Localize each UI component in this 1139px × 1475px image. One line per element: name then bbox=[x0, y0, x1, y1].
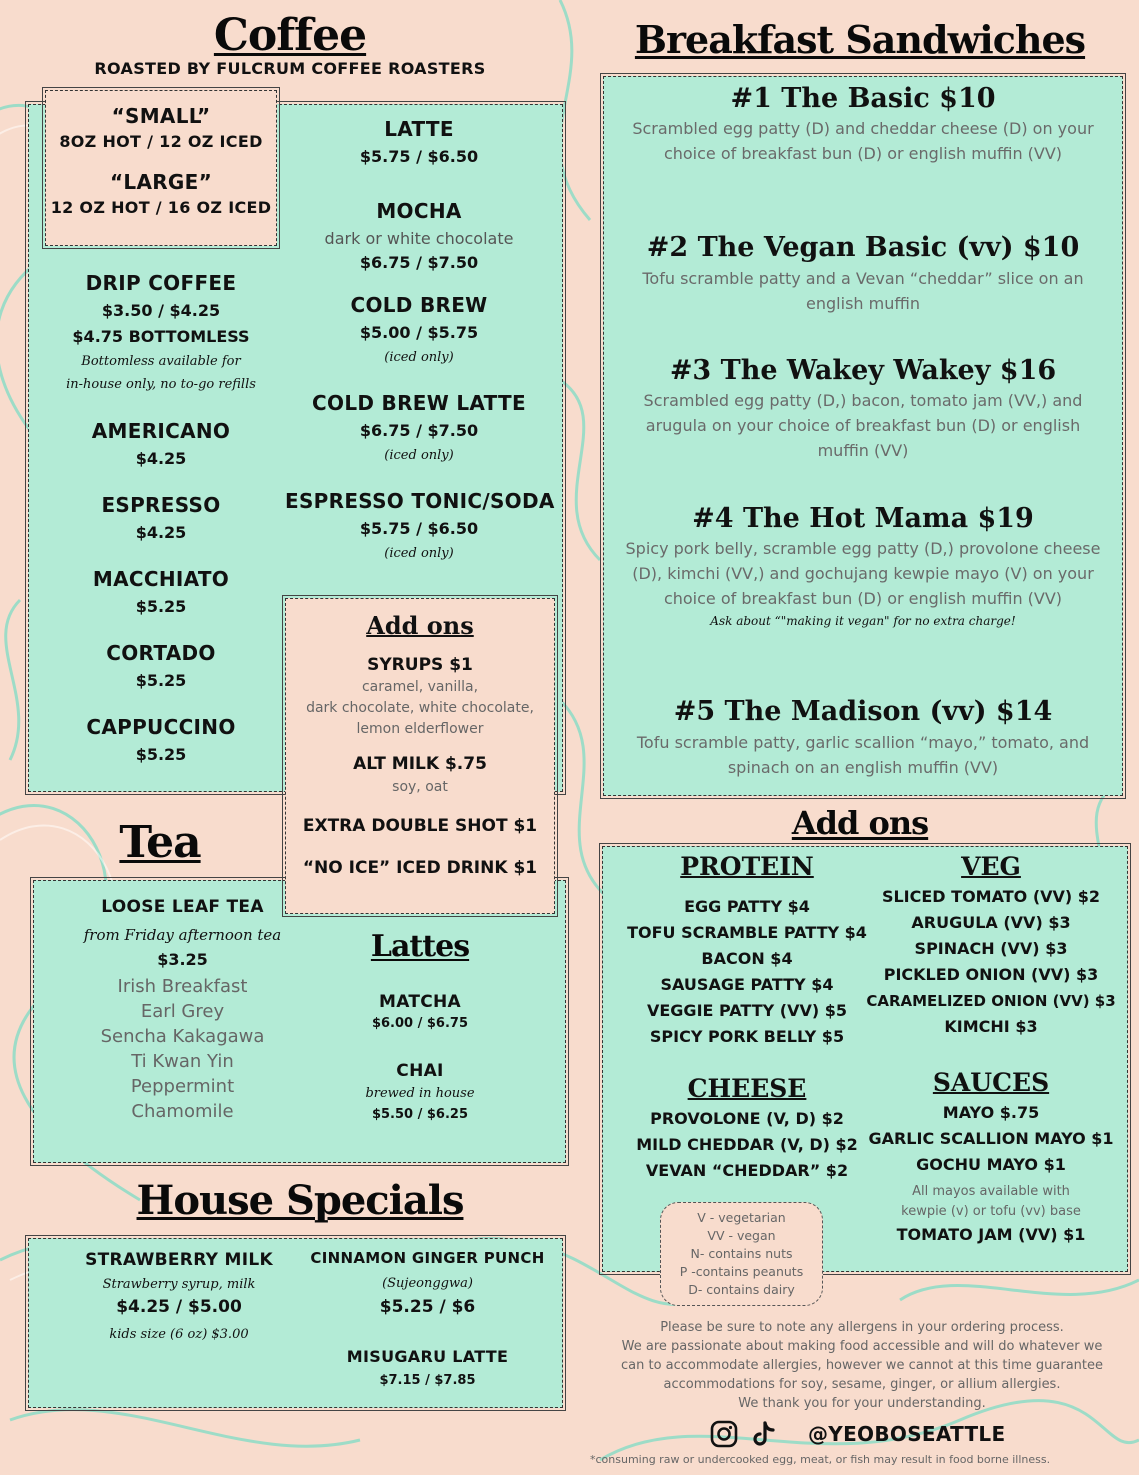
strawberry-milk-item: STRAWBERRY MILK Strawberry syrup, milk $4.25 / $5.00 kids size (6 oz) $3.00 bbox=[85, 1250, 273, 1342]
protein-item: TOFU SCRAMBLE PATTY $4 bbox=[627, 923, 867, 942]
large-size-desc: 12 OZ HOT / 16 OZ ICED bbox=[50, 198, 272, 217]
small-size-label: “SMALL” bbox=[111, 104, 211, 128]
coffee-subtitle: ROASTED BY FULCRUM COFFEE ROASTERS bbox=[94, 59, 486, 78]
menu-item-drip-coffee: DRIP COFFEE $3.50 / $4.25 $4.75 BOTTOMLESS Bottomless available for in-house only, no to-go refills bbox=[66, 271, 256, 392]
house-specials-title: House Specials bbox=[136, 1177, 464, 1224]
sauce-item: GARLIC SCALLION MAYO $1 bbox=[868, 1129, 1114, 1148]
sandwich-item-3: #3 The Wakey Wakey $16 Scrambled egg patty (D,) bacon, tomato jam (VV,) and arugula on your choice of breakfast bun (D) or english muffin (VV) bbox=[643, 355, 1083, 460]
breakfast-sandwiches-title: Breakfast Sandwiches bbox=[634, 17, 1086, 62]
sandwich-item-5: #5 The Madison (vv) $14 Tofu scramble patty, garlic scallion “mayo,” tomato, and spinach on an english muffin (VV) bbox=[636, 696, 1090, 777]
tea-title: Tea bbox=[119, 817, 201, 868]
syrups-item: SYRUPS $1 bbox=[367, 655, 473, 675]
menu-item-americano: AMERICANO $4.25 bbox=[91, 419, 231, 468]
dietary-legend bbox=[660, 1202, 823, 1306]
menu-item-cold-brew-latte: COLD BREW LATTE $6.75 / $7.50 (iced only) bbox=[312, 391, 526, 463]
chai-item: CHAI bbox=[396, 1061, 444, 1081]
alt-milk-item: ALT MILK $.75 bbox=[353, 754, 487, 774]
legend-item: N- contains nuts bbox=[690, 1246, 793, 1261]
cheese-item: VEVAN “CHEDDAR” $2 bbox=[645, 1161, 849, 1180]
sauce-item: GOCHU MAYO $1 bbox=[916, 1155, 1066, 1174]
sandwich-addons-title: Add ons bbox=[791, 804, 929, 842]
menu-item-latte: LATTE $5.75 / $6.50 bbox=[359, 117, 479, 166]
cinnamon-punch-item: CINNAMON GINGER PUNCH (Sujeonggwa) $5.25 / $6 MISUGARU LATTE $7.15 / $7.85 bbox=[300, 1244, 555, 1392]
veg-item: SPINACH (VV) $3 bbox=[914, 939, 1068, 958]
menu-item-espresso: ESPRESSO $4.25 bbox=[101, 493, 221, 542]
sauce-item: TOMATO JAM (VV) $1 bbox=[896, 1225, 1086, 1244]
misugaru-latte-item: MISUGARU LATTE bbox=[346, 1347, 509, 1366]
cheese-item: PROVOLONE (V, D) $2 bbox=[650, 1109, 844, 1128]
legend-item: P -contains peanuts bbox=[679, 1264, 804, 1279]
coffee-addons-box: Add ons SYRUPS $1 caramel, vanilla, dark chocolate, white chocolate, lemon elderflower ALT MILK $.75 soy, oat EXTRA DOUBLE SHOT $1 “NO ICE” ICED DRINK $1 bbox=[285, 598, 555, 914]
menu-item-cortado: CORTADO $5.25 bbox=[106, 641, 216, 690]
veg-item: CARAMELIZED ONION (VV) $3 bbox=[866, 992, 1116, 1010]
cheese-item: MILD CHEDDAR (V, D) $2 bbox=[636, 1135, 858, 1154]
menu-item-cold-brew: COLD BREW $5.00 / $5.75 (iced only) bbox=[350, 293, 488, 365]
allergen-notice: Please be sure to note any allergens in your ordering process. We are passionate about making food accessible and will do whatever we can to accommodate allergies, however we cannot at this time guarantee accommodations for soy, sesame, ginger, or allium allergies. We thank you for your understanding. bbox=[621, 1320, 1103, 1411]
sauces-note: kewpie (v) or tofu (vv) base bbox=[901, 1204, 1081, 1219]
coffee-left-column bbox=[40, 268, 282, 768]
social-row bbox=[710, 1418, 1040, 1450]
tea-lattes: Lattes MATCHA $6.00 / $6.75 CHAI brewed in house $5.50 / $6.25 bbox=[320, 924, 520, 1126]
sauces-note: All mayos available with bbox=[912, 1184, 1070, 1199]
small-size-desc: 8OZ HOT / 12 OZ ICED bbox=[59, 132, 263, 151]
loose-leaf-tea: LOOSE LEAF TEA from Friday afternoon tea $3.25 Irish Breakfast Earl Grey Sencha Kakagawa Ti Kwan Yin Peppermint Chamomile bbox=[40, 894, 325, 1124]
veg-item: ARUGULA (VV) $3 bbox=[911, 913, 1071, 932]
protein-section: PROTEIN EGG PATTY $4 TOFU SCRAMBLE PATTY $4 BACON $4 SAUSAGE PATTY $4 VEGGIE PATTY (VV) $5 SPICY PORK BELLY $5 bbox=[620, 850, 874, 1050]
large-size-label: “LARGE” bbox=[109, 170, 213, 194]
coffee-right-column bbox=[285, 114, 553, 566]
legend-item: V - vegetarian bbox=[697, 1210, 786, 1225]
protein-item: SAUSAGE PATTY $4 bbox=[660, 975, 834, 994]
sauce-item: MAYO $.75 bbox=[942, 1103, 1040, 1122]
double-shot-item: EXTRA DOUBLE SHOT $1 bbox=[302, 816, 538, 836]
protein-item: EGG PATTY $4 bbox=[684, 897, 810, 916]
food-safety-disclaimer: *consuming raw or undercooked egg, meat, or fish may result in food borne illness. bbox=[590, 1453, 1051, 1466]
tea-variety: Chamomile bbox=[131, 1101, 234, 1122]
tea-variety: Ti Kwan Yin bbox=[131, 1051, 234, 1072]
legend-item: VV - vegan bbox=[707, 1228, 776, 1243]
legend-item: D- contains dairy bbox=[688, 1282, 795, 1297]
cheese-section: CHEESE PROVOLONE (V, D) $2 MILD CHEDDAR (V, D) $2 VEVAN “CHEDDAR” $2 bbox=[620, 1072, 874, 1184]
tea-variety: Earl Grey bbox=[140, 1001, 225, 1022]
menu-item-cappuccino: CAPPUCCINO $5.25 bbox=[86, 715, 236, 764]
instagram-icon[interactable] bbox=[710, 1420, 738, 1448]
protein-item: VEGGIE PATTY (VV) $5 bbox=[646, 1001, 847, 1020]
sandwich-item-4: #4 The Hot Mama $19 Spicy pork belly, scramble egg patty (D,) provolone cheese (D), kimchi (VV,) and gochujang kewpie mayo (V) on your choice of breakfast bun (D) or english muffin (VV) Ask about “"making it vegan" for no extra charge! bbox=[615, 502, 1111, 631]
tea-variety: Sencha Kakagawa bbox=[100, 1026, 265, 1047]
menu-item-macchiato: MACCHIATO $5.25 bbox=[92, 567, 230, 616]
social-handle[interactable]: @YEOBOSEATTLE bbox=[808, 1422, 1006, 1446]
no-ice-item: “NO ICE” ICED DRINK $1 bbox=[302, 858, 538, 878]
sandwich-item-1: #1 The Basic $10 Scrambled egg patty (D) and cheddar cheese (D) on your choice of breakfast bun (D) or english muffin (VV) bbox=[632, 83, 1094, 163]
tea-variety: Irish Breakfast bbox=[117, 976, 248, 997]
menu-item-mocha: MOCHA dark or white chocolate $6.75 / $7.50 bbox=[324, 199, 514, 272]
veg-section: VEG SLICED TOMATO (VV) $2 ARUGULA (VV) $3 SPINACH (VV) $3 PICKLED ONION (VV) $3 CARAMELIZED ONION (VV) $3 KIMCHI $3 bbox=[860, 850, 1122, 1040]
coffee-title: Coffee bbox=[213, 10, 367, 61]
menu-item-espresso-tonic: ESPRESSO TONIC/SODA $5.75 / $6.50 (iced only) bbox=[285, 489, 555, 561]
protein-item: BACON $4 bbox=[701, 949, 793, 968]
coffee-addons-title: Add ons bbox=[366, 611, 474, 640]
matcha-item: MATCHA bbox=[378, 992, 461, 1012]
veg-item: KIMCHI $3 bbox=[944, 1017, 1038, 1036]
lattes-title: Lattes bbox=[370, 929, 470, 964]
veg-item: SLICED TOMATO (VV) $2 bbox=[881, 887, 1101, 906]
protein-item: SPICY PORK BELLY $5 bbox=[649, 1027, 845, 1046]
veg-item: PICKLED ONION (VV) $3 bbox=[883, 965, 1099, 984]
tiktok-icon[interactable] bbox=[750, 1420, 778, 1448]
vegan-option-note: Ask about “"making it vegan" for no extra charge! bbox=[710, 614, 1016, 628]
tea-variety: Peppermint bbox=[130, 1076, 235, 1097]
sauces-section: SAUCES MAYO $.75 GARLIC SCALLION MAYO $1 GOCHU MAYO $1 All mayos available with kewpie (v) or tofu (vv) base TOMATO JAM (VV) $1 bbox=[860, 1066, 1122, 1248]
sandwich-item-2: #2 The Vegan Basic (vv) $10 Tofu scramble patty and a Vevan “cheddar” slice on an english muffin bbox=[642, 232, 1084, 313]
cup-sizes-box bbox=[45, 90, 277, 246]
